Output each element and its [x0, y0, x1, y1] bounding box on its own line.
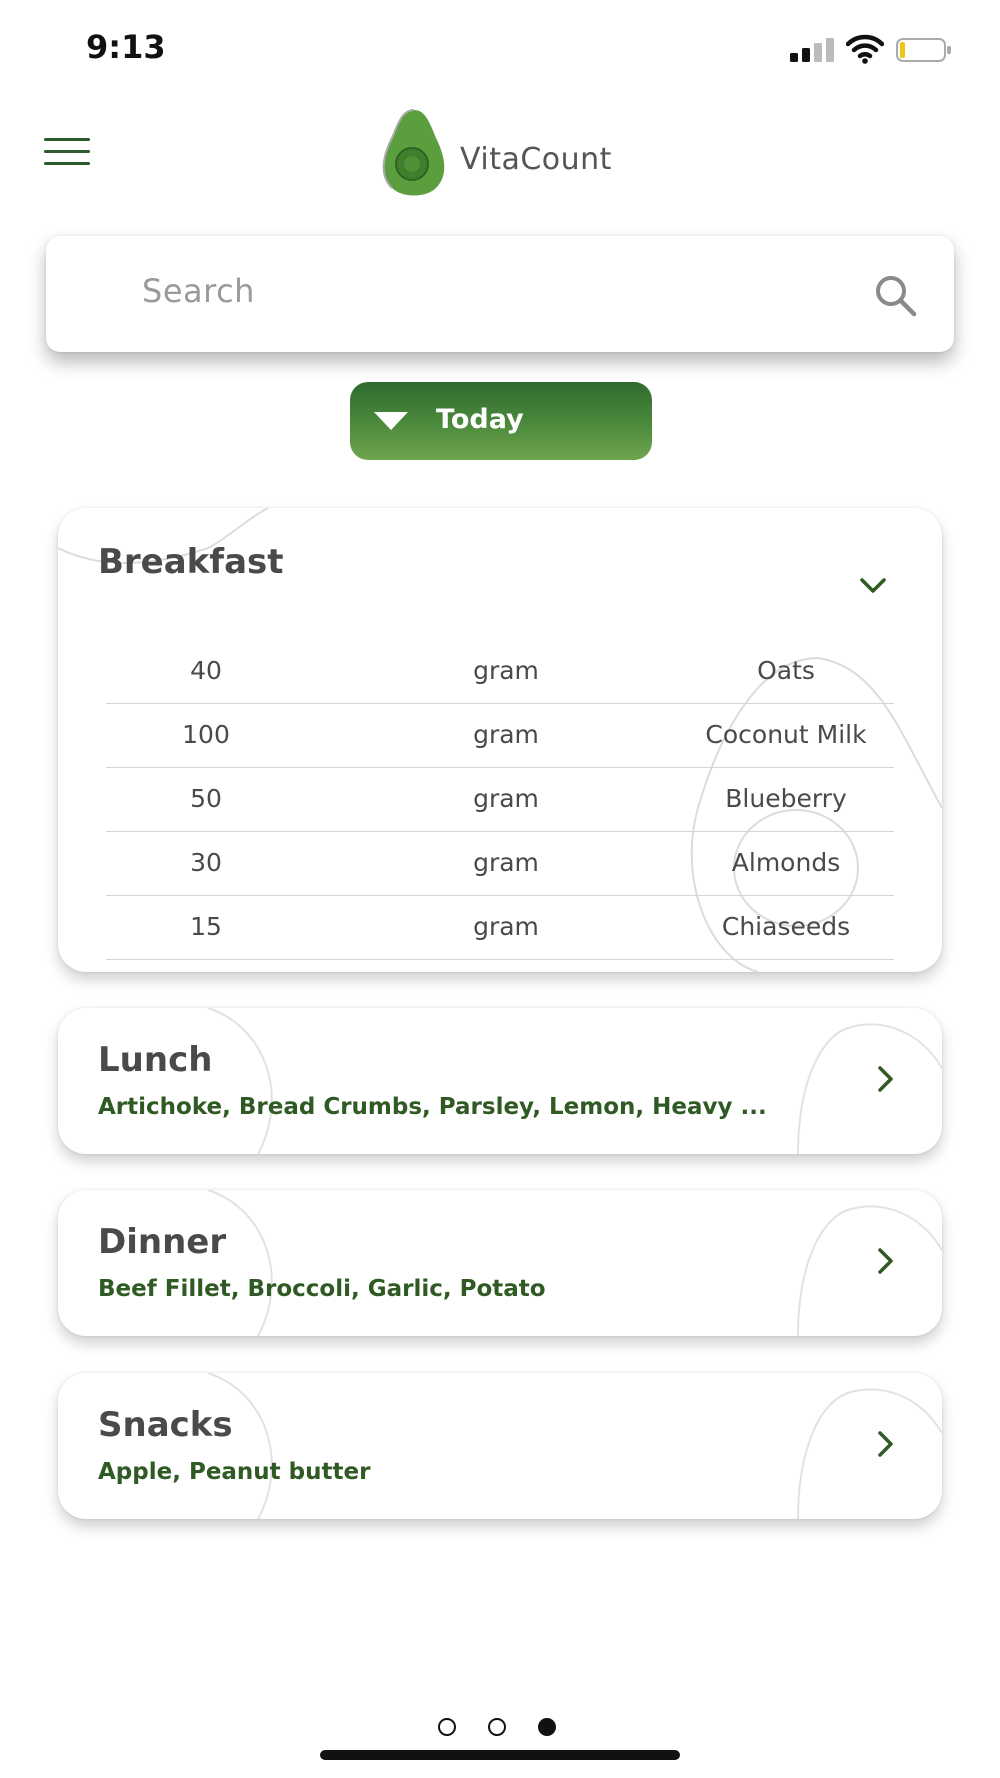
table-row [106, 704, 894, 768]
item-unit: gram [473, 656, 539, 685]
app-logo [374, 106, 644, 198]
meal-summary-lunch: Artichoke, Bread Crumbs, Parsley, Lemon, Heavy ... [98, 1094, 767, 1120]
caret-down-icon [374, 412, 408, 430]
wifi-icon [846, 34, 884, 64]
item-amount: 40 [190, 656, 222, 685]
meal-title-lunch: Lunch [98, 1040, 213, 1080]
breakfast-items-table [106, 640, 894, 960]
date-selector-button[interactable] [350, 382, 652, 460]
page-dot-2[interactable] [488, 1718, 506, 1736]
item-food: Chiaseeds [721, 912, 851, 941]
item-food: Oats [757, 656, 815, 685]
page-indicator[interactable] [438, 1718, 562, 1740]
search-input[interactable]: Search [142, 272, 255, 310]
card-background-decoration [58, 1373, 942, 1519]
hamburger-menu-icon[interactable] [44, 138, 90, 166]
meal-summary-snacks: Apple, Peanut butter [98, 1459, 371, 1485]
home-indicator[interactable] [320, 1750, 680, 1760]
cellular-signal-icon [790, 38, 836, 62]
meal-title-snacks: Snacks [98, 1405, 233, 1445]
item-food: Coconut Milk [705, 720, 867, 749]
table-row [106, 768, 894, 832]
item-food: Almonds [731, 848, 841, 877]
meal-card-snacks[interactable] [58, 1373, 942, 1519]
item-unit: gram [473, 848, 539, 877]
meal-title-dinner: Dinner [98, 1222, 227, 1262]
chevron-right-icon[interactable] [870, 1064, 900, 1094]
battery-icon [896, 38, 952, 62]
page-dot-1[interactable] [438, 1718, 456, 1736]
item-unit: gram [473, 912, 539, 941]
table-row [106, 832, 894, 896]
meal-summary-dinner: Beef Fillet, Broccoli, Garlic, Potato [98, 1276, 546, 1302]
card-background-decoration [58, 1008, 942, 1154]
item-unit: gram [473, 784, 539, 813]
page-dot-3-active[interactable] [538, 1718, 556, 1736]
table-row [106, 640, 894, 704]
search-bar[interactable] [46, 236, 954, 352]
meal-card-dinner[interactable] [58, 1190, 942, 1336]
item-amount: 100 [182, 720, 230, 749]
card-background-decoration [58, 1190, 942, 1336]
search-icon[interactable] [872, 272, 918, 318]
item-amount: 15 [190, 912, 222, 941]
meal-card-breakfast[interactable] [58, 508, 942, 972]
item-unit: gram [473, 720, 539, 749]
chevron-right-icon[interactable] [870, 1246, 900, 1276]
item-amount: 50 [190, 784, 222, 813]
status-time: 9:13 [86, 28, 166, 66]
meal-title-breakfast: Breakfast [98, 542, 284, 582]
meal-card-lunch[interactable] [58, 1008, 942, 1154]
item-amount: 30 [190, 848, 222, 877]
chevron-down-icon[interactable] [858, 570, 888, 600]
avocado-logo-icon [374, 106, 454, 198]
chevron-right-icon[interactable] [870, 1429, 900, 1459]
app-name: VitaCount [460, 142, 612, 177]
item-food: Blueberry [725, 784, 847, 813]
table-row [106, 896, 894, 960]
date-selector-label: Today [436, 404, 524, 435]
